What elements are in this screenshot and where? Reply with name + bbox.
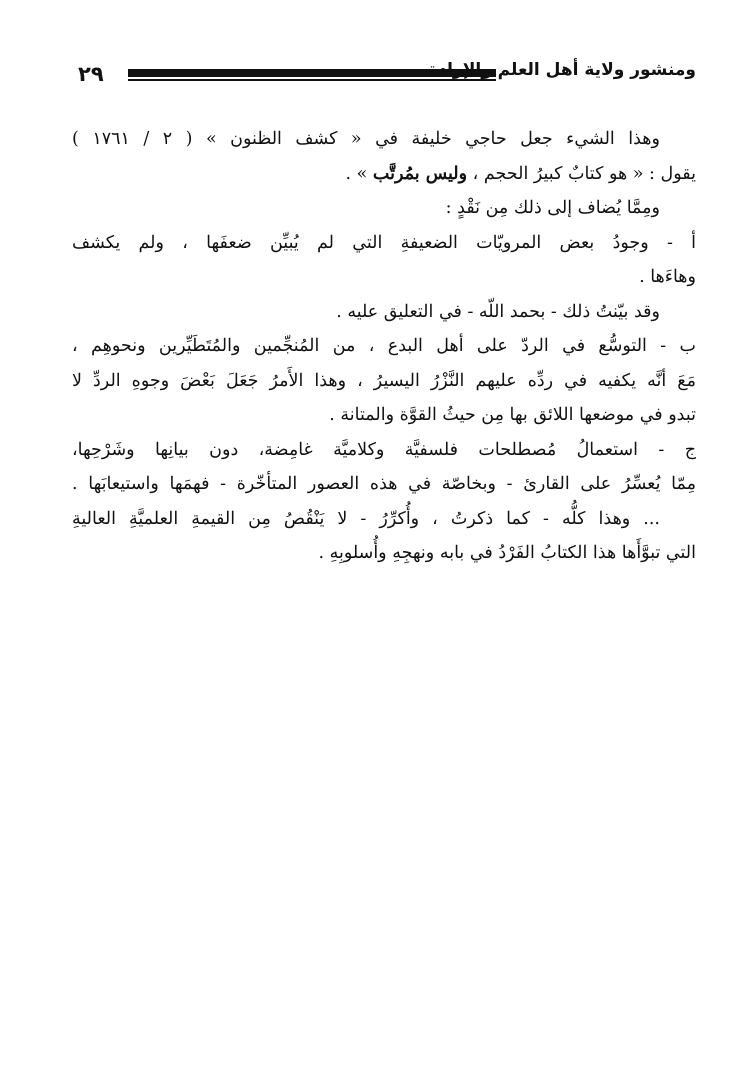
text-line-9: تبدو في موضعها اللائق بها مِن حيثُ القوَّة والمتانة . xyxy=(329,405,696,425)
text-line-2-end: » . xyxy=(345,163,373,184)
text-line-7: ب - التوسُّع في الردّ على أهل البدع ، من المُنجِّمين والمُتَطَيِّرين ونحوهِم ، xyxy=(72,336,696,356)
page-number: ٢٩ xyxy=(78,62,104,86)
text-line-5: وهاءَها . xyxy=(639,267,696,287)
text-line-2 xyxy=(72,157,696,192)
text-line-2-start: يقول : « هو كتابٌ كبيرُ الحجم ، xyxy=(467,163,696,184)
text-line-10: ج - استعمالُ مُصطلحات فلسفيَّة وكلاميَّة غامِضة، دون بيانِها وشَرْحِها، xyxy=(72,439,696,460)
text-line-13: التي تبوَّأَها هذا الكتابُ الفَرْدُ في بابه ونهجِهِ وأُسلوبِهِ . xyxy=(318,543,696,563)
text-line-4: أ - وجودُ بعض المرويّات الضعيفةِ التي لم يُبيِّن ضعفَها ، ولم يكشف xyxy=(72,232,696,253)
body-text xyxy=(72,122,696,571)
text-line-2-bold: وليس بمُرتَّب xyxy=(372,163,468,184)
page-header xyxy=(70,60,696,96)
text-line-1: وهذا الشيء جعل حاجي خليفة في « كشف الظنون » ( ٢ / ١٧٦١ ) xyxy=(72,129,660,149)
running-title: ومنشور ولاية أهل العلم والإرادة xyxy=(428,60,696,80)
text-line-8: مَعَ أنَّه يكفيه في ردِّه عليهم النَّزْرُ اليسيرُ ، وهذا الأَمرُ جَعَلَ بَعْضَ وجوهِ الردِّ لا xyxy=(72,370,696,391)
text-line-12: ... وهذا كلُّه - كما ذكرتُ ، وأُكرِّرُ - لا يَنْقُصُ مِن القيمةِ العلميَّةِ العاليةِ xyxy=(72,508,660,529)
text-line-6: وقد بيّنتُ ذلك - بحمد اللّه - في التعليق عليه . xyxy=(336,301,660,322)
text-line-11: مِمّا يُعسِّرُ على القارئ - وبخاصّة في هذه العصور المتأخّرة - فهمَها واستيعابَها . xyxy=(72,474,696,494)
text-line-3: ومِمَّا يُضاف إلى ذلك مِن نَقْدٍ : xyxy=(445,198,660,218)
